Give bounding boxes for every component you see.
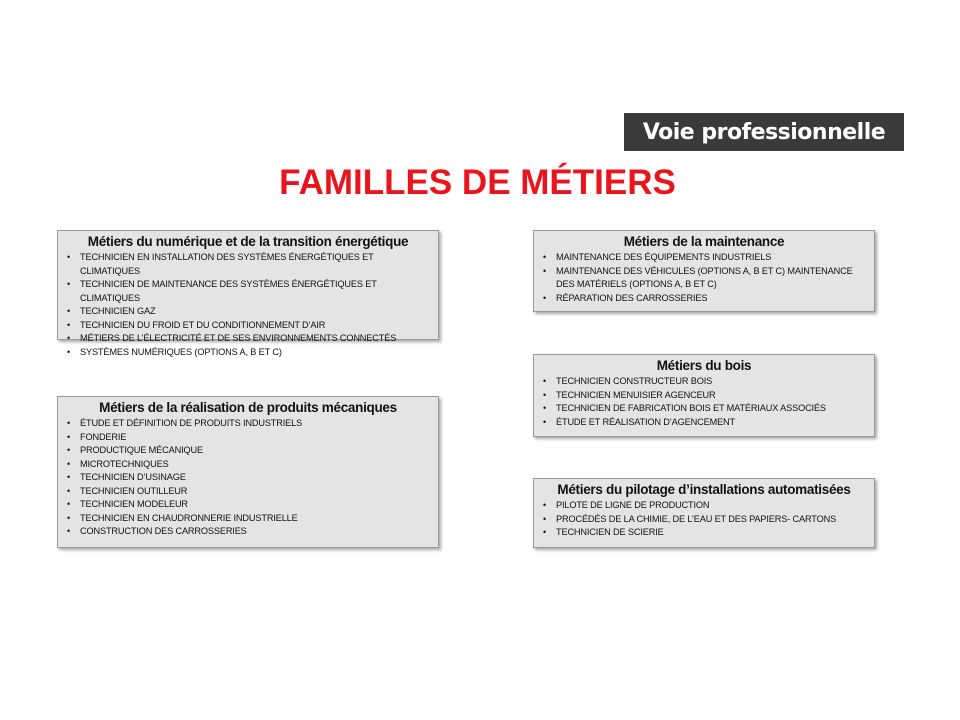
card-heading: Métiers de la maintenance — [623, 234, 785, 249]
list-item — [66, 319, 430, 333]
list-item-text: TECHNICIEN CONSTRUCTEUR BOIS — [556, 376, 713, 386]
list-item — [66, 251, 430, 278]
card-bois — [533, 354, 875, 437]
list-item-text: PRODUCTIQUE MÉCANIQUE — [80, 445, 203, 455]
list-item — [66, 346, 430, 360]
list-item-text: SYSTÈMES NUMÉRIQUES (OPTIONS A, B ET C) — [80, 346, 282, 357]
bullet-icon: • — [67, 346, 71, 357]
bullet-icon: • — [543, 252, 547, 262]
list-item — [66, 498, 430, 512]
card-list — [542, 499, 866, 540]
bullet-icon: • — [543, 265, 547, 276]
list-item — [66, 525, 430, 539]
bullet-icon: • — [543, 513, 547, 524]
list-item — [542, 375, 866, 389]
bullet-icon: • — [543, 403, 547, 413]
list-item-text: ÉTUDE ET RÉALISATION D’AGENCEMENT — [556, 416, 735, 427]
bullet-icon: • — [67, 319, 71, 330]
list-item-text: TECHNICIEN EN CHAUDRONNERIE INDUSTRIELLE — [80, 512, 298, 523]
card-heading: Métiers du numérique et de la transition énergétique — [87, 234, 409, 249]
list-item-text: TECHNICIEN DE FABRICATION BOIS ET MATÉRIAUX ASSOCIÉS — [556, 403, 826, 413]
bullet-icon: • — [67, 431, 71, 442]
list-item-text: MAINTENANCE DES ÉQUIPEMENTS INDUSTRIELS — [556, 252, 772, 262]
bullet-icon: • — [67, 252, 71, 262]
list-item — [66, 417, 430, 431]
list-item — [542, 292, 866, 306]
list-item-text: MÉTIERS DE L’ÉLECTRICITÉ ET DE SES ENVIRONNEMENTS CONNECTÉS — [80, 333, 397, 343]
list-item — [66, 471, 430, 485]
list-item-text: CONSTRUCTION DES CARROSSERIES — [80, 526, 247, 536]
card-heading: Métiers de la réalisation de produits mécaniques — [99, 400, 397, 415]
list-item-text: MICROTECHNIQUES — [80, 458, 169, 469]
list-item — [542, 513, 866, 527]
card-produits-mecaniques — [57, 396, 439, 548]
list-item-text: TECHNICIEN OUTILLEUR — [80, 485, 188, 496]
card-maintenance — [533, 230, 875, 312]
list-item — [66, 332, 430, 346]
list-item-text: TECHNICIEN DE SCIERIE — [556, 527, 664, 537]
bullet-icon: • — [543, 416, 547, 427]
bullet-icon: • — [67, 458, 71, 469]
card-heading: Métiers du bois — [656, 358, 752, 373]
card-list — [542, 251, 866, 305]
bullet-icon: • — [543, 292, 547, 303]
list-item — [66, 278, 430, 305]
card-list — [66, 251, 430, 359]
bullet-icon: • — [543, 389, 547, 400]
bullet-icon: • — [67, 306, 71, 316]
bullet-icon: • — [67, 485, 71, 496]
list-item — [542, 265, 866, 292]
card-list — [542, 375, 866, 429]
list-item-text: PILOTE DE LIGNE DE PRODUCTION — [556, 500, 710, 510]
list-item — [542, 402, 866, 416]
bullet-icon: • — [67, 418, 71, 428]
list-item-text: TECHNICIEN D’USINAGE — [80, 472, 186, 482]
bullet-icon: • — [543, 527, 547, 537]
list-item-text: TECHNICIEN MODELEUR — [80, 499, 188, 509]
list-item — [542, 499, 866, 513]
list-item-text: TECHNICIEN MENUISIER AGENCEUR — [556, 389, 716, 400]
list-item — [66, 305, 430, 319]
list-item — [66, 444, 430, 458]
list-item-text: FONDERIE — [80, 431, 127, 442]
bullet-icon: • — [67, 445, 71, 455]
bullet-icon: • — [67, 333, 71, 343]
list-item — [542, 389, 866, 403]
list-item-text: MAINTENANCE DES VÉHICULES (OPTIONS A, B ET C) MAINTENANCE DES MATÉRIELS (OPTIONS A, B ET C) — [556, 265, 853, 289]
list-item-text: PROCÉDÉS DE LA CHIMIE, DE L’EAU ET DES PAPIERS- CARTONS — [556, 513, 837, 524]
list-item-text: TECHNICIEN EN INSTALLATION DES SYSTÈMES ÉNERGÉTIQUES ET CLIMATIQUES — [80, 252, 374, 276]
bullet-icon: • — [67, 279, 71, 289]
list-item — [66, 512, 430, 526]
list-item — [66, 458, 430, 472]
list-item — [542, 251, 866, 265]
list-item — [66, 485, 430, 499]
list-item-text: RÉPARATION DES CARROSSERIES — [556, 292, 708, 303]
list-item — [542, 526, 866, 540]
list-item — [542, 416, 866, 430]
bullet-icon: • — [67, 512, 71, 523]
voie-professionnelle-badge: Voie professionnelle — [624, 113, 904, 151]
bullet-icon: • — [543, 500, 547, 510]
bullet-icon: • — [67, 472, 71, 482]
card-numerique — [57, 230, 439, 357]
bullet-icon: • — [67, 526, 71, 536]
page-title: FAMILLES DE MÉTIERS — [279, 163, 676, 202]
card-pilotage — [533, 478, 875, 548]
bullet-icon: • — [543, 376, 547, 386]
card-heading: Métiers du pilotage d’installations automatisées — [557, 482, 851, 497]
bullet-icon: • — [67, 499, 71, 509]
list-item-text: TECHNICIEN GAZ — [80, 306, 156, 316]
list-item-text: TECHNICIEN DU FROID ET DU CONDITIONNEMENT D’AIR — [80, 319, 326, 330]
list-item-text: ÉTUDE ET DÉFINITION DE PRODUITS INDUSTRIELS — [80, 418, 303, 428]
list-item-text: TECHNICIEN DE MAINTENANCE DES SYSTÈMES ÉNERGÉTIQUES ET CLIMATIQUES — [80, 279, 377, 303]
card-list — [66, 417, 430, 539]
list-item — [66, 431, 430, 445]
